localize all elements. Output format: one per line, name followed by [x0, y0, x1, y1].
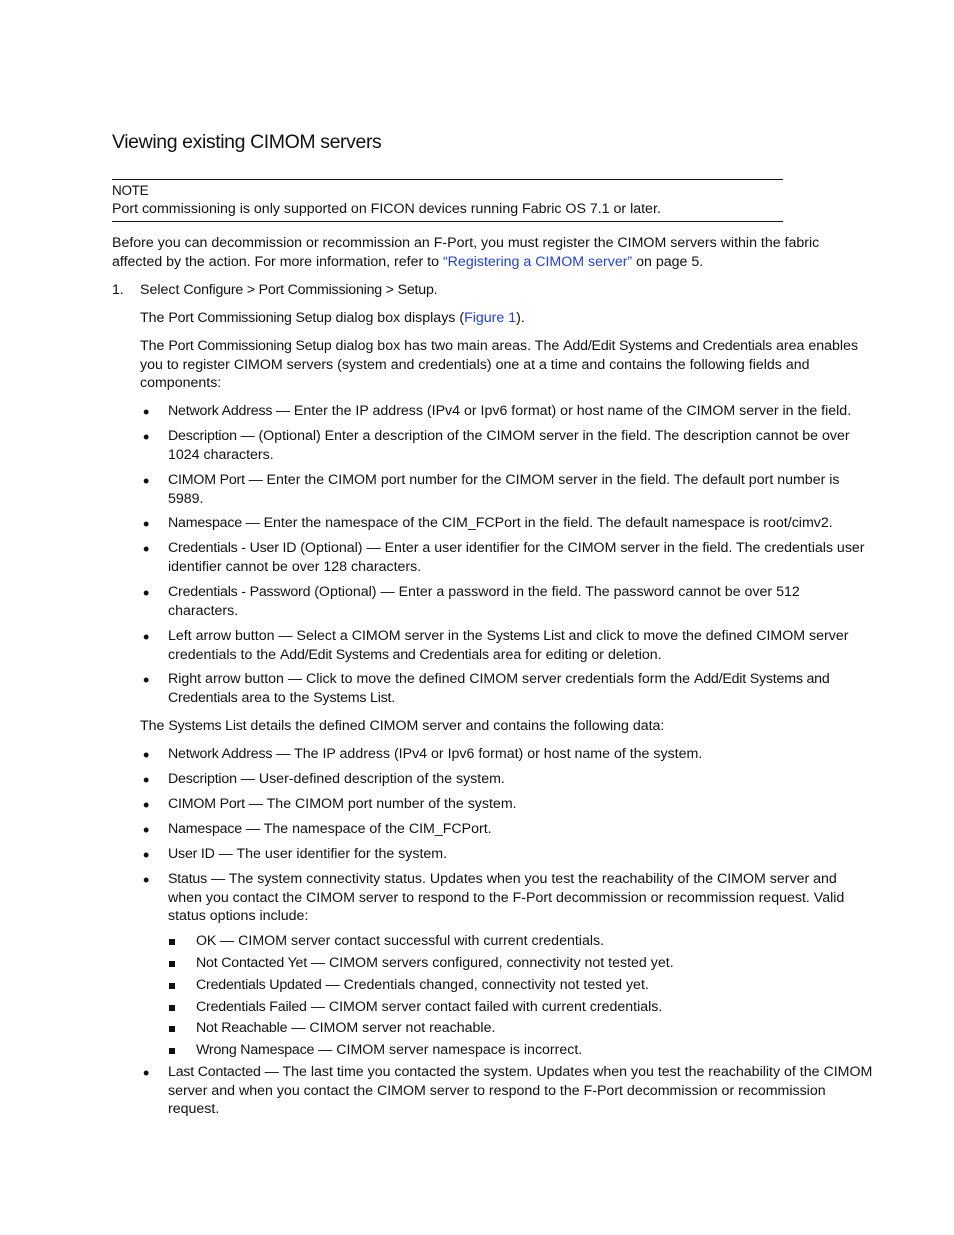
- field-term: Namespace —: [168, 515, 260, 531]
- data-item-user-id: [168, 845, 873, 864]
- left-arrow-text-1: Left arrow button — Select a CIMOM server in the: [168, 628, 487, 644]
- systems-intro-prefix: The: [140, 718, 169, 734]
- bullet-icon: [143, 1065, 151, 1073]
- square-bullet-icon: [169, 1048, 175, 1054]
- data-term: Namespace: [168, 821, 242, 837]
- status-term: Not Contacted Yet: [196, 955, 307, 971]
- bullet-icon: [143, 404, 151, 412]
- note-top-rule: [112, 179, 783, 180]
- field-term: CIMOM Port —: [168, 472, 263, 488]
- status-option-not-contacted: [196, 954, 876, 973]
- data-text: — The namespace of the CIM_FCPort.: [241, 821, 492, 837]
- data-text: — The last time you contacted the system. Updates when you test the reachability of the CIMOM server and when you contact the CIMOM server to respond to the F-Port decommission or recommission request.: [168, 1064, 873, 1117]
- data-item-network-address: [168, 745, 873, 764]
- data-term: Status: [168, 871, 208, 887]
- data-item-description: [168, 770, 873, 789]
- status-term: Credentials Failed: [196, 999, 307, 1015]
- figure-1-link[interactable]: Figure 1: [464, 310, 517, 326]
- dialog-displays-paragraph: [140, 309, 870, 328]
- systems-list-term: Systems List: [313, 689, 392, 706]
- systems-list-term: Systems List: [486, 628, 565, 644]
- field-item-description: [168, 427, 873, 464]
- section-heading: Viewing existing CIMOM servers: [112, 131, 382, 153]
- status-text: — CIMOM server contact successful with current credentials.: [216, 933, 605, 949]
- right-arrow-text-2: area to the: [237, 689, 314, 706]
- field-item-network-address: [168, 402, 873, 421]
- field-text: (Optional) Enter a description of the CIMOM server in the field. The description cannot be over 1024 characters.: [168, 428, 850, 463]
- displays-middle: dialog box displays (: [331, 310, 465, 326]
- bullet-icon: [143, 516, 151, 524]
- data-text: — The CIMOM port number of the system.: [244, 796, 517, 812]
- right-arrow-text-3: .: [391, 689, 396, 706]
- main-areas-paragraph: [140, 337, 872, 393]
- status-term: Wrong Namespace: [196, 1042, 315, 1058]
- square-bullet-icon: [169, 961, 175, 967]
- data-term: Description: [168, 771, 237, 787]
- bullet-icon: [143, 747, 151, 755]
- right-arrow-text-1: Right arrow button — Click to move the defined CIMOM server credentials form the: [168, 671, 694, 687]
- step-1-text: [140, 281, 870, 300]
- intro-paragraph: [112, 234, 872, 271]
- left-arrow-text-3: area for editing or deletion.: [488, 646, 662, 663]
- field-term: Description —: [168, 428, 255, 444]
- data-text: — The IP address (IPv4 or Ipv6 format) or host name of the system.: [272, 746, 703, 762]
- field-text: (Optional) — Enter a user identifier for the CIMOM server in the field. The credentials user identifier cannot be over 128 characters.: [168, 540, 865, 575]
- field-text: Enter the IP address (IPv4 or Ipv6 format) or host name of the CIMOM server in the field.: [289, 403, 852, 419]
- field-item-cimom-port: [168, 471, 873, 508]
- status-option-wrong-namespace: [196, 1041, 876, 1060]
- status-text: — CIMOM server not reachable.: [287, 1020, 496, 1036]
- field-text: Enter the CIMOM port number for the CIMOM server in the field. The default port number is 5989.: [168, 472, 840, 507]
- status-option-credentials-updated: [196, 976, 876, 995]
- data-item-cimom-port: [168, 795, 873, 814]
- status-text: — CIMOM servers configured, connectivity not tested yet.: [306, 955, 674, 971]
- field-item-password: [168, 583, 873, 620]
- displays-suffix: ).: [516, 310, 525, 326]
- field-term: Credentials - User ID: [168, 540, 297, 556]
- note-text: Port commissioning is only supported on FICON devices running Fabric OS 7.1 or later.: [112, 201, 661, 217]
- bullet-icon: [143, 429, 151, 437]
- registering-cimom-link[interactable]: “Registering a CIMOM server”: [442, 253, 633, 270]
- left-arrow-item: [168, 627, 873, 664]
- add-edit-term: Add/Edit Systems and Credentials: [168, 671, 830, 706]
- intro-text: Before you can decommission or recommission an F-Port, you must register the CIMOM servers within the fabric affected by the action. For more information, refer to: [112, 235, 820, 270]
- step-select-prefix: Select: [140, 282, 184, 298]
- areas-text-1: The: [140, 338, 169, 354]
- dialog-name: Port Commissioning Setup: [168, 310, 332, 326]
- bullet-icon: [143, 772, 151, 780]
- field-text: (Optional) — Enter a password in the field. The password cannot be over 512 characters.: [168, 584, 800, 619]
- status-term: Not Reachable: [196, 1020, 288, 1036]
- systems-list-term: Systems List: [168, 718, 247, 734]
- systems-intro-suffix: details the defined CIMOM server and contains the following data:: [246, 718, 665, 734]
- data-term: Last Contacted: [168, 1064, 261, 1080]
- data-term: User ID: [168, 846, 215, 862]
- areas-text-3: area enables you to register CIMOM servers (system and credentials) one at a time and contains the following fields and components:: [140, 338, 859, 391]
- field-term: Network Address —: [168, 403, 290, 419]
- data-text: — The system connectivity status. Updates when you test the reachability of the CIMOM server and when you contact the CIMOM server to respond to the F-Port decommission or recommission request. Valid status options include:: [168, 871, 845, 924]
- status-text: — Credentials changed, connectivity not tested yet.: [321, 977, 649, 993]
- bullet-icon: [143, 629, 151, 637]
- status-term: Credentials Updated: [196, 977, 322, 993]
- square-bullet-icon: [169, 939, 175, 945]
- intro-text-after: on page 5.: [632, 253, 704, 270]
- data-item-namespace: [168, 820, 873, 839]
- data-term: CIMOM Port: [168, 796, 245, 812]
- field-text: Enter the namespace of the CIM_FCPort in the field. The default namespace is root/cimv2.: [259, 515, 833, 531]
- data-item-last-contacted: [168, 1063, 873, 1119]
- bullet-icon: [143, 672, 151, 680]
- bullet-icon: [143, 797, 151, 805]
- menu-path: Configure > Port Commissioning > Setup: [183, 282, 434, 298]
- displays-prefix: The: [140, 310, 169, 326]
- step-select-suffix: .: [433, 282, 438, 298]
- field-item-user-id: [168, 539, 873, 576]
- bullet-icon: [143, 872, 151, 880]
- square-bullet-icon: [169, 1005, 175, 1011]
- right-arrow-item: [168, 670, 873, 707]
- status-text: — CIMOM server namespace is incorrect.: [314, 1042, 583, 1058]
- square-bullet-icon: [169, 1026, 175, 1032]
- areas-text-2: dialog box has two main areas. The: [331, 338, 564, 354]
- note-bottom-rule: [112, 221, 783, 222]
- status-option-credentials-failed: [196, 998, 876, 1017]
- bullet-icon: [143, 585, 151, 593]
- bullet-icon: [143, 847, 151, 855]
- note-label: NOTE: [112, 183, 149, 198]
- status-option-ok: [196, 932, 876, 951]
- data-text: — The user identifier for the system.: [214, 846, 448, 862]
- areas-dialog-name: Port Commissioning Setup: [168, 338, 332, 354]
- field-term: Credentials - Password: [168, 584, 311, 600]
- bullet-icon: [143, 822, 151, 830]
- systems-list-paragraph: [140, 717, 872, 736]
- data-item-status: [168, 870, 873, 926]
- status-term: OK: [196, 933, 217, 949]
- left-arrow-text-2: and click to move the defined CIMOM server credentials to the: [168, 628, 849, 663]
- status-text: — CIMOM server contact failed with current credentials.: [306, 999, 663, 1015]
- data-term: Network Address: [168, 746, 273, 762]
- areas-area-name: Add/Edit Systems and Credentials: [563, 338, 773, 354]
- step-number: 1.: [112, 282, 124, 298]
- add-edit-term: Add/Edit Systems and Credentials: [280, 646, 489, 663]
- status-option-not-reachable: [196, 1019, 876, 1038]
- bullet-icon: [143, 473, 151, 481]
- field-item-namespace: [168, 514, 873, 533]
- square-bullet-icon: [169, 983, 175, 989]
- bullet-icon: [143, 541, 151, 549]
- data-text: — User-defined description of the system.: [236, 771, 505, 787]
